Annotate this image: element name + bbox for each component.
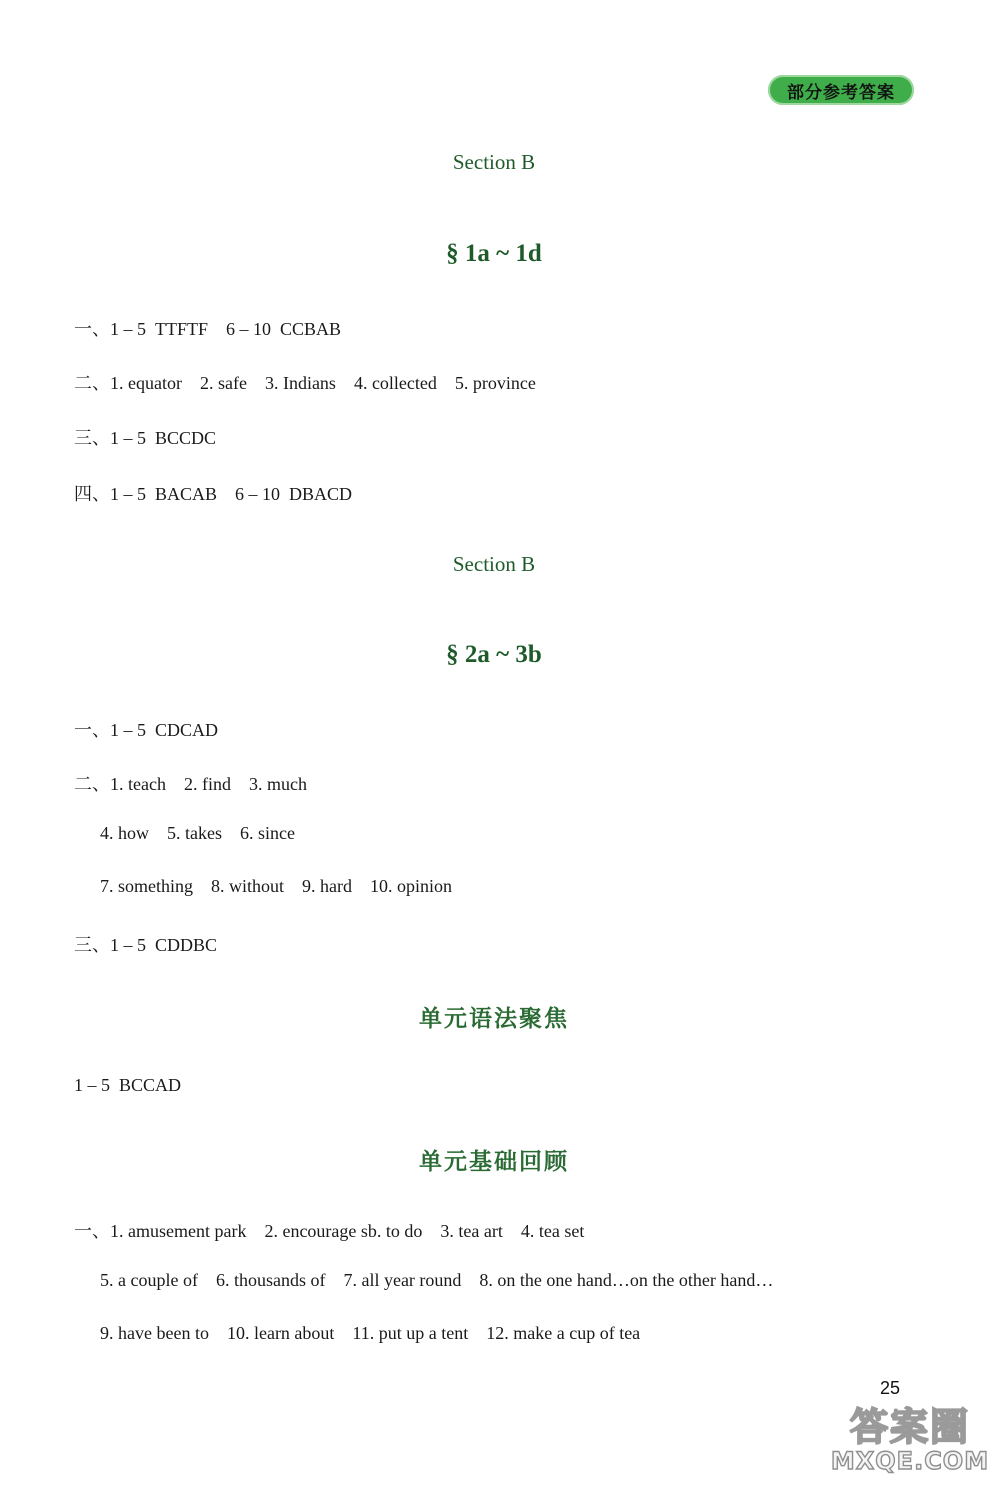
- answer-line: 5. a couple of 6. thousands of 7. all year round 8. on the one hand…on the other hand…: [100, 1270, 774, 1290]
- answer-line: 7. something 8. without 9. hard 10. opinion: [100, 876, 452, 896]
- answer-line: 三、1 – 5 CDDBC: [74, 935, 218, 955]
- section-label: Section B: [452, 552, 536, 576]
- answer-line: 一、1 – 5 CDCAD: [74, 720, 219, 740]
- section-label: Section B: [452, 150, 536, 174]
- page-number: 25: [880, 1378, 901, 1398]
- answer-line: 一、1. amusement park 2. encourage sb. to do 3. tea art 4. tea set: [74, 1221, 585, 1241]
- section-title: § 2a ~ 3b: [446, 641, 542, 668]
- answer-line: 二、1. equator 2. safe 3. Indians 4. collected 5. province: [74, 373, 536, 393]
- answer-line: 1 – 5 BCCAD: [74, 1075, 182, 1095]
- answer-line: 4. how 5. takes 6. since: [100, 823, 295, 843]
- answer-key-badge: 部分参考答案: [768, 75, 914, 105]
- watermark-url: MXQE.COM: [830, 1447, 990, 1475]
- watermark-logo: 答案圈: [849, 1404, 970, 1449]
- answer-line: 一、1 – 5 TTFTF 6 – 10 CCBAB: [74, 319, 342, 339]
- section-title: 单元基础回顾: [419, 1149, 569, 1175]
- section-title: § 1a ~ 1d: [446, 240, 542, 267]
- answer-line: 三、1 – 5 BCCDC: [74, 428, 217, 448]
- answer-line: 二、1. teach 2. find 3. much: [74, 774, 307, 794]
- answer-line: 四、1 – 5 BACAB 6 – 10 DBACD: [74, 484, 353, 504]
- answer-line: 9. have been to 10. learn about 11. put up a tent 12. make a cup of tea: [100, 1323, 641, 1343]
- section-title: 单元语法聚焦: [419, 1006, 569, 1032]
